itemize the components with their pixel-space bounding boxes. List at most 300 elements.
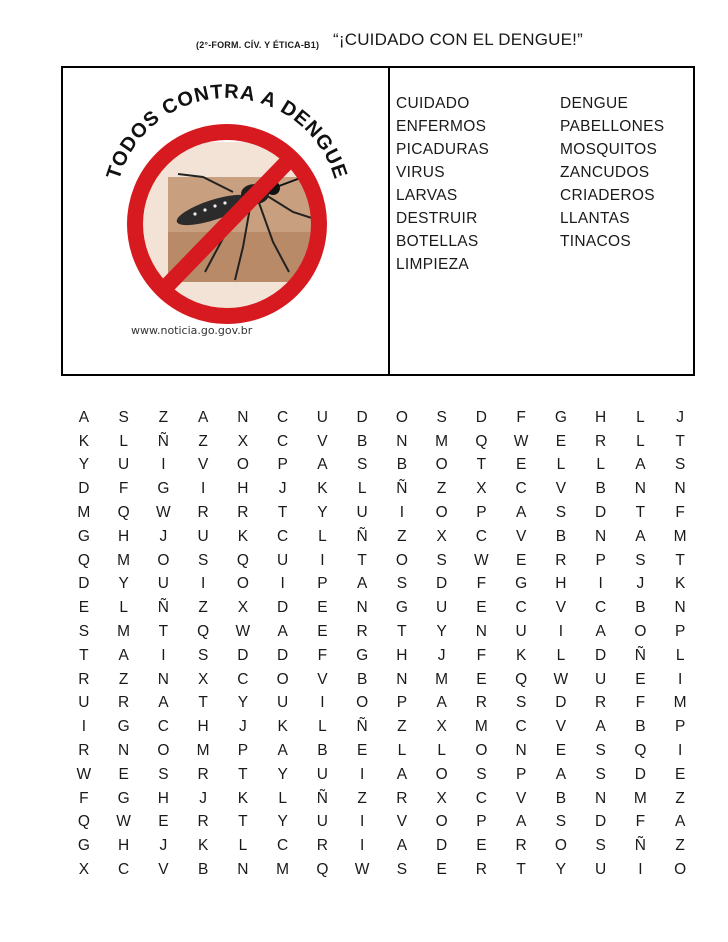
grid-letter[interactable]: T <box>397 623 407 641</box>
grid-letter[interactable]: B <box>356 432 368 450</box>
grid-letter[interactable]: L <box>119 432 128 450</box>
grid-letter[interactable]: H <box>157 789 169 807</box>
grid-letter[interactable]: R <box>197 504 209 522</box>
grid-letter[interactable]: S <box>197 551 209 569</box>
grid-letter[interactable]: O <box>674 861 687 879</box>
grid-letter[interactable]: A <box>635 527 646 545</box>
grid-letter[interactable]: I <box>598 575 603 593</box>
grid-letter[interactable]: U <box>118 456 130 474</box>
grid-letter[interactable]: W <box>235 623 251 641</box>
grid-letter[interactable]: F <box>635 813 646 831</box>
grid-letter[interactable]: P <box>515 765 527 783</box>
grid-letter[interactable]: J <box>676 408 684 426</box>
grid-letter[interactable]: T <box>79 646 89 664</box>
grid-letter[interactable]: C <box>277 432 289 450</box>
grid-letter[interactable]: K <box>674 575 686 593</box>
grid-letter[interactable]: T <box>476 456 487 474</box>
grid-letter[interactable]: R <box>515 837 527 855</box>
grid-letter[interactable]: H <box>118 527 130 545</box>
grid-letter[interactable]: T <box>198 694 208 712</box>
grid-letter[interactable]: E <box>356 742 368 760</box>
grid-letter[interactable]: U <box>316 408 328 426</box>
grid-letter[interactable]: L <box>318 527 327 545</box>
grid-letter[interactable]: U <box>197 527 209 545</box>
grid-letter[interactable]: E <box>515 456 527 474</box>
grid-letter[interactable]: Y <box>277 813 288 831</box>
grid-letter[interactable]: E <box>118 765 129 783</box>
grid-letter[interactable]: G <box>117 789 130 807</box>
grid-letter[interactable]: S <box>436 408 447 426</box>
grid-letter[interactable]: O <box>395 408 408 426</box>
grid-letter[interactable]: R <box>475 694 487 712</box>
grid-letter[interactable]: H <box>118 837 130 855</box>
grid-letter[interactable]: S <box>436 551 447 569</box>
grid-letter[interactable]: M <box>633 789 647 807</box>
grid-letter[interactable]: E <box>436 861 447 879</box>
grid-letter[interactable]: R <box>78 742 90 760</box>
grid-letter[interactable]: I <box>161 456 166 474</box>
grid-letter[interactable]: L <box>278 789 287 807</box>
grid-letter[interactable]: M <box>117 551 131 569</box>
grid-letter[interactable]: Y <box>317 504 328 522</box>
grid-letter[interactable]: W <box>553 670 569 688</box>
grid-letter[interactable]: X <box>78 861 90 879</box>
grid-letter[interactable]: M <box>117 623 131 641</box>
grid-letter[interactable]: B <box>317 742 328 760</box>
grid-letter[interactable]: R <box>78 670 90 688</box>
grid-letter[interactable]: D <box>555 694 567 712</box>
grid-letter[interactable]: F <box>635 694 646 712</box>
grid-letter[interactable]: U <box>277 694 289 712</box>
grid-letter[interactable]: D <box>595 504 607 522</box>
grid-letter[interactable]: G <box>77 527 90 545</box>
grid-letter[interactable]: E <box>515 551 527 569</box>
grid-letter[interactable]: S <box>555 813 567 831</box>
grid-letter[interactable]: U <box>595 861 607 879</box>
grid-letter[interactable]: S <box>595 837 606 855</box>
grid-letter[interactable]: V <box>197 456 209 474</box>
grid-letter[interactable]: F <box>118 480 129 498</box>
grid-letter[interactable]: U <box>316 765 328 783</box>
grid-letter[interactable]: C <box>157 718 169 736</box>
grid-letter[interactable]: A <box>515 504 527 522</box>
grid-letter[interactable]: N <box>515 742 527 760</box>
grid-letter[interactable]: N <box>396 670 408 688</box>
grid-letter[interactable]: T <box>277 504 288 522</box>
grid-letter[interactable]: F <box>516 408 526 426</box>
grid-letter[interactable]: Z <box>118 670 129 688</box>
grid-letter[interactable]: R <box>316 837 328 855</box>
grid-letter[interactable]: A <box>197 408 209 426</box>
grid-letter[interactable]: V <box>555 718 567 736</box>
grid-letter[interactable]: A <box>635 456 646 474</box>
grid-letter[interactable]: O <box>435 504 448 522</box>
grid-letter[interactable]: L <box>636 432 645 450</box>
grid-letter[interactable]: S <box>555 504 567 522</box>
grid-letter[interactable]: O <box>236 456 249 474</box>
grid-letter[interactable]: A <box>396 837 408 855</box>
grid-letter[interactable]: B <box>555 527 567 545</box>
grid-letter[interactable]: R <box>475 861 487 879</box>
grid-letter[interactable]: Z <box>357 789 367 807</box>
grid-letter[interactable]: N <box>634 480 646 498</box>
grid-letter[interactable]: O <box>634 623 647 641</box>
grid-letter[interactable]: J <box>199 789 207 807</box>
grid-letter[interactable]: L <box>437 742 446 760</box>
grid-letter[interactable]: Q <box>117 504 130 522</box>
grid-letter[interactable]: I <box>161 646 166 664</box>
grid-letter[interactable]: U <box>515 623 527 641</box>
grid-letter[interactable]: E <box>476 670 487 688</box>
grid-letter[interactable]: E <box>476 599 487 617</box>
grid-letter[interactable]: Z <box>397 527 407 545</box>
grid-letter[interactable]: F <box>79 789 89 807</box>
grid-letter[interactable]: X <box>436 527 447 545</box>
grid-letter[interactable]: R <box>237 504 249 522</box>
grid-letter[interactable]: G <box>77 837 90 855</box>
grid-letter[interactable]: K <box>277 718 288 736</box>
grid-letter[interactable]: K <box>515 646 527 664</box>
grid-letter[interactable]: J <box>239 718 247 736</box>
grid-letter[interactable]: X <box>237 599 249 617</box>
grid-letter[interactable]: W <box>354 861 370 879</box>
grid-letter[interactable]: X <box>237 432 249 450</box>
grid-letter[interactable]: Y <box>436 623 447 641</box>
grid-letter[interactable]: B <box>595 480 606 498</box>
grid-letter[interactable]: R <box>595 694 607 712</box>
grid-letter[interactable]: P <box>674 623 686 641</box>
grid-letter[interactable]: Ñ <box>316 789 328 807</box>
grid-letter[interactable]: S <box>197 646 209 664</box>
grid-letter[interactable]: F <box>476 646 487 664</box>
grid-letter[interactable]: O <box>157 742 170 760</box>
grid-letter[interactable]: K <box>237 527 249 545</box>
grid-letter[interactable]: S <box>396 575 408 593</box>
grid-letter[interactable]: I <box>200 575 206 593</box>
grid-letter[interactable]: X <box>436 789 447 807</box>
grid-letter[interactable]: E <box>555 742 567 760</box>
grid-letter[interactable]: A <box>436 694 447 712</box>
grid-letter[interactable]: D <box>356 408 368 426</box>
grid-letter[interactable]: I <box>280 575 285 593</box>
grid-letter[interactable]: Z <box>436 480 447 498</box>
grid-letter[interactable]: A <box>595 718 606 736</box>
grid-letter[interactable]: T <box>238 765 248 783</box>
grid-letter[interactable]: Q <box>634 742 647 760</box>
grid-letter[interactable]: M <box>673 694 687 712</box>
grid-letter[interactable]: N <box>475 623 487 641</box>
grid-letter[interactable]: H <box>595 408 607 426</box>
grid-letter[interactable]: R <box>555 551 567 569</box>
grid-letter[interactable]: N <box>237 861 249 879</box>
grid-letter[interactable]: C <box>515 599 527 617</box>
grid-letter[interactable]: S <box>396 861 408 879</box>
grid-letter[interactable]: B <box>555 789 567 807</box>
grid-letter[interactable]: E <box>555 432 567 450</box>
grid-letter[interactable]: G <box>395 599 408 617</box>
grid-letter[interactable]: S <box>674 456 686 474</box>
grid-letter[interactable]: N <box>595 789 607 807</box>
grid-letter[interactable]: O <box>475 742 488 760</box>
grid-letter[interactable]: N <box>396 432 408 450</box>
grid-letter[interactable]: C <box>277 408 289 426</box>
grid-letter[interactable]: Ñ <box>157 599 169 617</box>
grid-letter[interactable]: C <box>118 861 130 879</box>
grid-letter[interactable]: Ñ <box>634 837 646 855</box>
grid-letter[interactable]: R <box>118 694 130 712</box>
grid-letter[interactable]: W <box>156 504 171 522</box>
grid-letter[interactable]: R <box>197 813 209 831</box>
grid-letter[interactable]: Z <box>397 718 407 736</box>
grid-letter[interactable]: E <box>317 599 328 617</box>
grid-letter[interactable]: V <box>317 670 328 688</box>
grid-letter[interactable]: N <box>118 742 130 760</box>
grid-letter[interactable]: P <box>396 694 408 712</box>
grid-letter[interactable]: P <box>476 813 487 831</box>
grid-letter[interactable]: M <box>77 504 91 522</box>
grid-letter[interactable]: B <box>356 670 368 688</box>
grid-letter[interactable]: U <box>316 813 328 831</box>
grid-letter[interactable]: L <box>596 456 605 474</box>
grid-letter[interactable]: O <box>435 456 448 474</box>
grid-letter[interactable]: J <box>437 646 446 664</box>
grid-letter[interactable]: I <box>359 813 365 831</box>
grid-letter[interactable]: O <box>276 670 289 688</box>
grid-letter[interactable]: S <box>635 551 646 569</box>
grid-letter[interactable]: W <box>474 551 489 569</box>
grid-letter[interactable]: Y <box>555 861 567 879</box>
grid-letter[interactable]: I <box>200 480 206 498</box>
grid-letter[interactable]: Ñ <box>634 646 646 664</box>
grid-letter[interactable]: T <box>675 432 685 450</box>
grid-letter[interactable]: K <box>317 480 328 498</box>
grid-letter[interactable]: V <box>317 432 328 450</box>
grid-letter[interactable]: L <box>556 456 566 474</box>
grid-letter[interactable]: A <box>158 694 169 712</box>
grid-letter[interactable]: N <box>595 527 607 545</box>
grid-letter[interactable]: T <box>675 551 685 569</box>
grid-letter[interactable]: T <box>635 504 646 522</box>
grid-letter[interactable]: I <box>677 670 683 688</box>
grid-letter[interactable]: E <box>78 599 90 617</box>
grid-letter[interactable]: Q <box>515 670 528 688</box>
grid-letter[interactable]: D <box>237 646 249 664</box>
grid-letter[interactable]: F <box>675 504 685 522</box>
grid-letter[interactable]: X <box>436 718 447 736</box>
grid-letter[interactable]: Y <box>277 765 288 783</box>
grid-letter[interactable]: Ñ <box>396 480 408 498</box>
grid-letter[interactable]: J <box>636 575 645 593</box>
grid-letter[interactable]: J <box>278 480 287 498</box>
grid-letter[interactable]: N <box>674 599 686 617</box>
grid-letter[interactable]: M <box>276 861 290 879</box>
grid-letter[interactable]: U <box>356 504 368 522</box>
grid-letter[interactable]: H <box>396 646 408 664</box>
grid-letter[interactable]: Q <box>197 623 210 641</box>
grid-letter[interactable]: D <box>78 575 90 593</box>
grid-letter[interactable]: I <box>359 765 365 783</box>
grid-letter[interactable]: U <box>595 670 607 688</box>
grid-letter[interactable]: D <box>78 480 90 498</box>
grid-letter[interactable]: Y <box>237 694 249 712</box>
grid-letter[interactable]: A <box>674 813 686 831</box>
grid-letter[interactable]: D <box>595 813 607 831</box>
grid-letter[interactable]: P <box>595 551 606 569</box>
grid-letter[interactable]: P <box>476 504 487 522</box>
grid-letter[interactable]: N <box>674 480 686 498</box>
grid-letter[interactable]: T <box>158 623 169 641</box>
grid-letter[interactable]: A <box>396 765 408 783</box>
grid-letter[interactable]: L <box>238 837 248 855</box>
grid-letter[interactable]: B <box>396 456 408 474</box>
grid-letter[interactable]: M <box>196 742 210 760</box>
grid-letter[interactable]: Z <box>675 789 685 807</box>
grid-letter[interactable]: W <box>513 432 529 450</box>
grid-letter[interactable]: Y <box>78 456 90 474</box>
grid-letter[interactable]: G <box>554 408 567 426</box>
grid-letter[interactable]: E <box>317 623 328 641</box>
grid-letter[interactable]: O <box>236 575 249 593</box>
grid-letter[interactable]: R <box>595 432 607 450</box>
grid-letter[interactable]: A <box>595 623 606 641</box>
grid-letter[interactable]: I <box>320 694 325 712</box>
grid-letter[interactable]: D <box>475 408 487 426</box>
grid-letter[interactable]: V <box>555 599 567 617</box>
grid-letter[interactable]: I <box>638 861 643 879</box>
grid-letter[interactable]: R <box>197 765 209 783</box>
grid-letter[interactable]: N <box>356 599 368 617</box>
grid-letter[interactable]: E <box>674 765 686 783</box>
grid-letter[interactable]: Z <box>198 432 208 450</box>
grid-letter[interactable]: M <box>435 670 449 688</box>
grid-letter[interactable]: L <box>636 408 645 426</box>
grid-letter[interactable]: R <box>356 623 368 641</box>
grid-letter[interactable]: I <box>677 742 683 760</box>
grid-letter[interactable]: U <box>78 694 90 712</box>
grid-letter[interactable]: Y <box>118 575 129 593</box>
grid-letter[interactable]: K <box>237 789 249 807</box>
grid-letter[interactable]: Q <box>475 432 488 450</box>
grid-letter[interactable]: A <box>356 575 368 593</box>
grid-letter[interactable]: C <box>237 670 249 688</box>
grid-letter[interactable]: C <box>515 480 527 498</box>
grid-letter[interactable]: X <box>476 480 487 498</box>
grid-letter[interactable]: G <box>356 646 369 664</box>
grid-letter[interactable]: V <box>555 480 567 498</box>
grid-letter[interactable]: S <box>78 623 90 641</box>
grid-letter[interactable]: O <box>157 551 170 569</box>
grid-letter[interactable]: M <box>435 432 449 450</box>
grid-letter[interactable]: A <box>277 742 288 760</box>
grid-letter[interactable]: O <box>554 837 567 855</box>
grid-letter[interactable]: Ñ <box>157 432 169 450</box>
grid-letter[interactable]: Q <box>236 551 249 569</box>
grid-letter[interactable]: J <box>159 837 168 855</box>
grid-letter[interactable]: I <box>399 504 405 522</box>
grid-letter[interactable]: S <box>158 765 169 783</box>
grid-letter[interactable]: X <box>197 670 209 688</box>
grid-letter[interactable]: G <box>515 575 528 593</box>
grid-letter[interactable]: H <box>555 575 567 593</box>
grid-letter[interactable]: Q <box>77 551 90 569</box>
grid-letter[interactable]: V <box>396 813 408 831</box>
grid-letter[interactable]: M <box>474 718 488 736</box>
grid-letter[interactable]: W <box>116 813 131 831</box>
grid-letter[interactable]: V <box>158 861 169 879</box>
grid-letter[interactable]: P <box>317 575 328 593</box>
grid-letter[interactable]: S <box>595 742 606 760</box>
grid-letter[interactable]: Ñ <box>356 718 368 736</box>
grid-letter[interactable]: C <box>277 837 289 855</box>
grid-letter[interactable]: A <box>555 765 567 783</box>
grid-letter[interactable]: D <box>277 646 289 664</box>
grid-letter[interactable]: S <box>118 408 129 426</box>
grid-letter[interactable]: N <box>237 408 249 426</box>
grid-letter[interactable]: F <box>317 646 328 664</box>
grid-letter[interactable]: C <box>475 527 487 545</box>
grid-letter[interactable]: L <box>318 718 327 736</box>
grid-letter[interactable]: L <box>675 646 685 664</box>
grid-letter[interactable]: A <box>78 408 90 426</box>
grid-letter[interactable]: A <box>317 456 328 474</box>
grid-letter[interactable]: D <box>595 646 607 664</box>
grid-letter[interactable]: A <box>277 623 288 641</box>
grid-letter[interactable]: D <box>436 575 448 593</box>
grid-letter[interactable]: S <box>356 456 368 474</box>
grid-letter[interactable]: B <box>635 599 646 617</box>
grid-letter[interactable]: Z <box>675 837 685 855</box>
grid-letter[interactable]: S <box>595 765 606 783</box>
grid-letter[interactable]: T <box>516 861 526 879</box>
grid-letter[interactable]: C <box>475 789 487 807</box>
grid-letter[interactable]: A <box>515 813 527 831</box>
grid-letter[interactable]: O <box>435 765 448 783</box>
grid-letter[interactable]: S <box>515 694 527 712</box>
grid-letter[interactable]: L <box>357 480 367 498</box>
grid-letter[interactable]: H <box>197 718 209 736</box>
grid-letter[interactable]: D <box>277 599 289 617</box>
grid-letter[interactable]: U <box>277 551 289 569</box>
grid-letter[interactable]: E <box>476 837 487 855</box>
grid-letter[interactable]: T <box>238 813 248 831</box>
grid-letter[interactable]: U <box>436 599 448 617</box>
grid-letter[interactable]: B <box>197 861 209 879</box>
grid-letter[interactable]: S <box>476 765 487 783</box>
grid-letter[interactable]: D <box>436 837 448 855</box>
grid-letter[interactable]: F <box>476 575 487 593</box>
grid-letter[interactable]: H <box>237 480 249 498</box>
grid-letter[interactable]: O <box>435 813 448 831</box>
grid-letter[interactable]: C <box>515 718 527 736</box>
grid-letter[interactable]: P <box>674 718 686 736</box>
grid-letter[interactable]: Z <box>158 408 169 426</box>
grid-letter[interactable]: U <box>157 575 169 593</box>
grid-letter[interactable]: N <box>157 670 169 688</box>
grid-letter[interactable]: I <box>359 837 365 855</box>
grid-letter[interactable]: K <box>197 837 209 855</box>
grid-letter[interactable]: Ñ <box>356 527 368 545</box>
grid-letter[interactable]: V <box>515 527 527 545</box>
grid-letter[interactable]: R <box>396 789 408 807</box>
grid-letter[interactable]: B <box>635 718 646 736</box>
grid-letter[interactable]: E <box>635 670 646 688</box>
grid-letter[interactable]: L <box>556 646 566 664</box>
grid-letter[interactable]: V <box>515 789 527 807</box>
grid-letter[interactable]: I <box>320 551 325 569</box>
grid-letter[interactable]: E <box>158 813 169 831</box>
grid-letter[interactable]: Q <box>77 813 90 831</box>
grid-letter[interactable]: P <box>237 742 249 760</box>
